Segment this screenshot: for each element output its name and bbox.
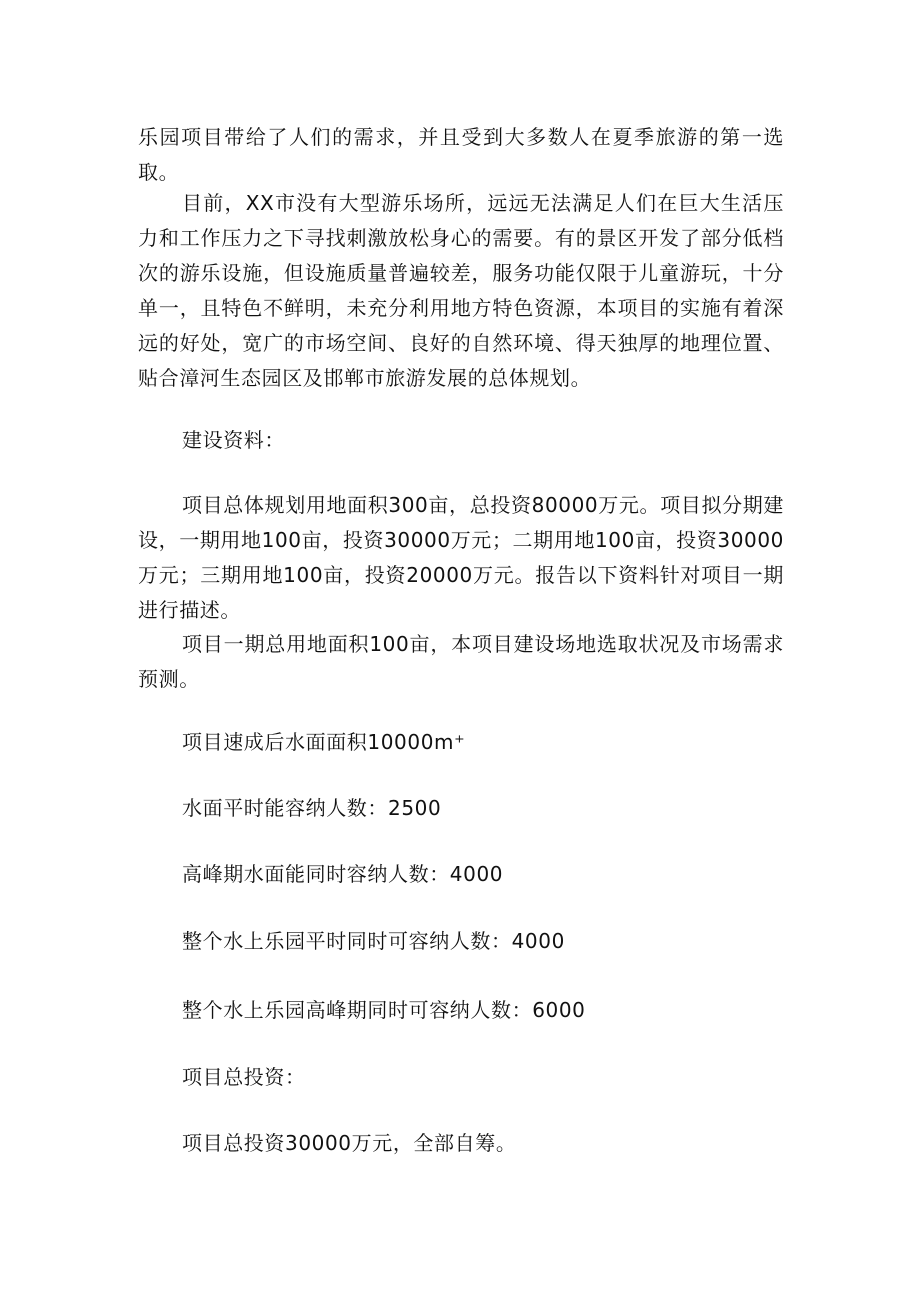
item-total-investment: 项目总投资30000万元，全部自筹。 xyxy=(182,1131,517,1155)
paragraph-current-situation: 目前，XX市没有大型游乐场所，远远无法满足人们在巨大生活压力和工作压力之下寻找刺激放松身心的需要。有的景区开发了部分低档次的游乐设施，但设施质量普遍较差，服务功能仅限于儿童游玩，十分单一，且特色不鲜明，未充分利用地方特色资源，本项目的实施有着深远的好处，宽广的市场空间、良好的自然环境、得天独厚的地理位置、贴合漳河生态园区及邯郸市旅游发展的总体规划。 xyxy=(138,191,784,390)
item-normal-water-capacity: 水面平时能容纳人数：2500 xyxy=(182,796,442,820)
heading-total-investment: 项目总投资： xyxy=(182,1065,306,1089)
paragraph-phase-one-land: 项目一期总用地面积100亩，本项目建设场地选取状况及市场需求预测。 xyxy=(138,632,784,691)
item-normal-park-capacity: 整个水上乐园平时同时可容纳人数：4000 xyxy=(182,929,565,953)
item-water-area: 项目速成后水面面积10000m⁺ xyxy=(182,730,466,754)
heading-construction-info: 建设资料： xyxy=(182,428,285,452)
paragraph-investment-plan: 项目总体规划用地面积300亩，总投资80000万元。项目拟分期建设，一期用地100亩，投资30000万元；二期用地100亩，投资30000万元；三期用地100亩，投资20000万元。报告以下资料针对项目一期进行描述。 xyxy=(138,493,784,622)
item-peak-park-capacity: 整个水上乐园高峰期同时可容纳人数：6000 xyxy=(182,998,586,1022)
item-peak-water-capacity: 高峰期水面能同时容纳人数：4000 xyxy=(182,862,504,886)
paragraph-intro-continuation: 乐园项目带给了人们的需求，并且受到大多数人在夏季旅游的第一选取。 xyxy=(138,125,784,184)
